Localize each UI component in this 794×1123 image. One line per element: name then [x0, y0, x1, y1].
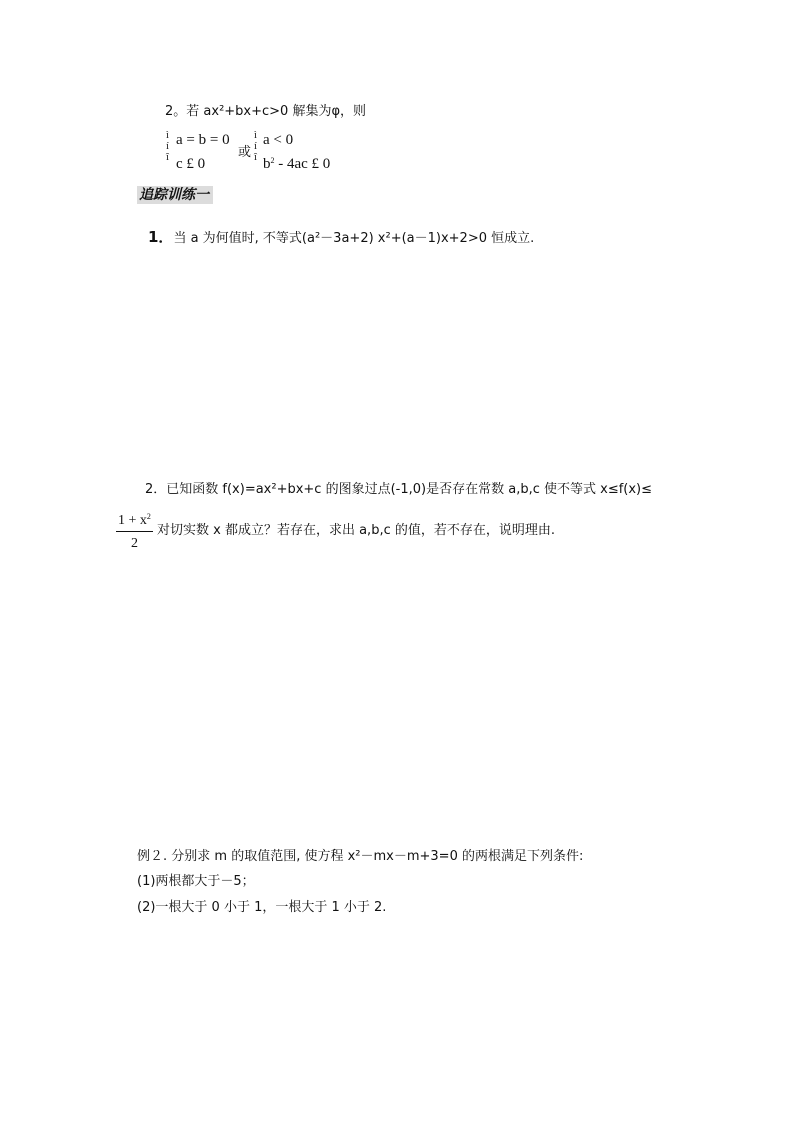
fraction-numerator: $1 + x^2$	[118, 512, 151, 528]
system2-row2: $b^2 - 4ac$ £ 0	[263, 156, 331, 172]
question-1-number: 1．	[148, 228, 174, 246]
fraction-denominator: 2	[131, 536, 138, 551]
item2-label: 2。若 ax²+bx+c>0 解集为φ，则	[165, 104, 367, 119]
fraction-bar	[116, 531, 153, 532]
example-2-title: 例２. 分别求 m 的取值范围, 使方程 x²－mx－m+3=0 的两根满足下列条件:	[137, 849, 584, 864]
system1-row2: c £ 0	[176, 156, 206, 172]
example-2-condition-2: (2)一根大于 0 小于 1，一根大于 1 小于 2.	[137, 900, 387, 915]
section-title: 追踪训练一	[137, 186, 213, 204]
system1-row1: a = b = 0	[176, 132, 230, 148]
or-word: 或	[238, 145, 252, 160]
question-2-line1: 2．已知函数 f(x)=ax²+bx+c 的图象过点(-1,0)是否存在常数 a,b,c 使不等式 x≤f(x)≤	[145, 482, 653, 497]
question-2-line2: 对切实数 x 都成立？若存在，求出 a,b,c 的值，若不存在，说明理由.	[157, 523, 555, 538]
system2-row1: a < 0	[263, 132, 294, 148]
question-1	[148, 228, 534, 248]
question-1-text: 当 a 为何值时, 不等式(a²－3a+2) x²+(a－1)x+2>0 恒成立.	[173, 231, 535, 246]
left-brace-1: ì í î	[166, 129, 170, 163]
left-brace-2: ì í î	[254, 129, 258, 163]
example-2-condition-1: (1)两根都大于－5；	[137, 874, 255, 889]
